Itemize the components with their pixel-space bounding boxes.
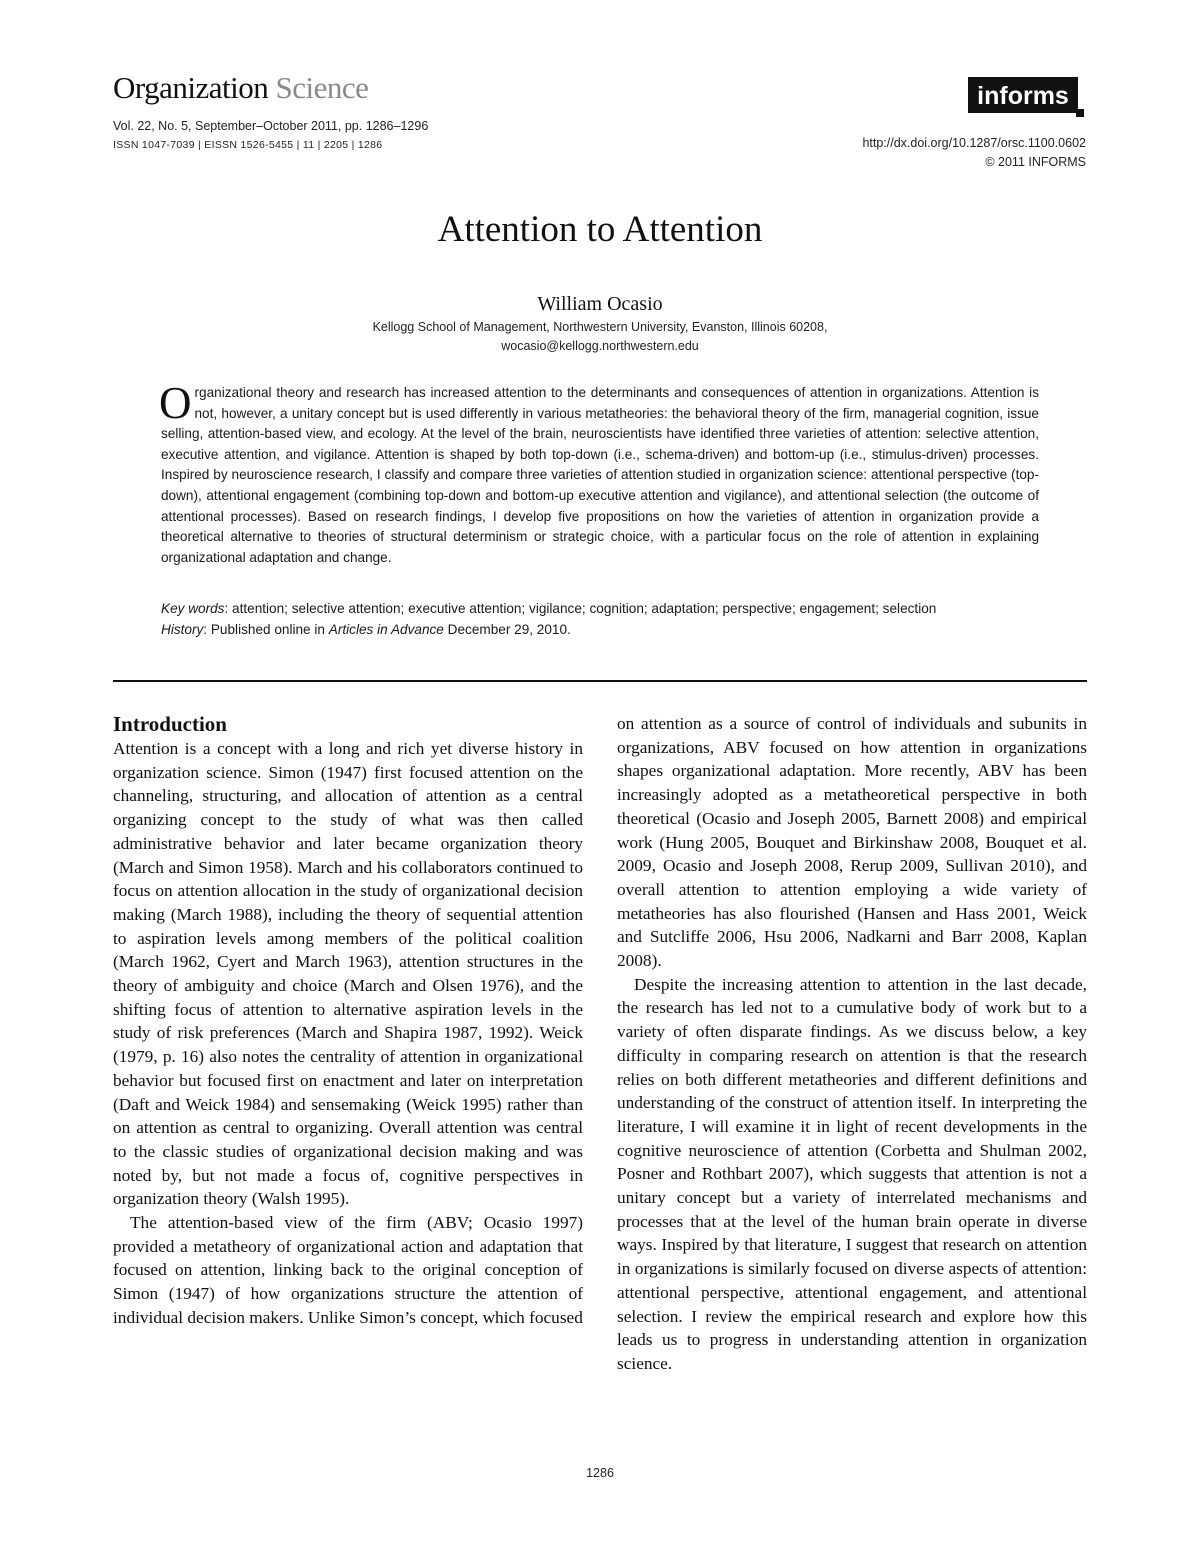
- doi-info: [862, 134, 1086, 172]
- abstract-dropcap: O: [159, 378, 192, 428]
- body-paragraph: Attention is a concept with a long and rich yet diverse history in organization science. Simon (1947) first focused attention on the channeling, structuring, and allocation of attention as a central organizing concept to the study of what was then called administrative behavior and later became organization theory (March and Simon 1958). March and his collaborators continued to focus on attention allocation in the study of organizational decision making (March 1988), including the theory of sequential attention to aspiration levels among members of the political coalition (March 1962, Cyert and March 1963), attention structures in the theory of ambiguity and choice (March and Olsen 1976), and the shifting focus of attention to alternative aspiration levels in the study of risk preferences (March and Shapira 1987, 1992). Weick (1979, p. 16) also notes the centrality of attention in organizational behavior but focused first on enactment and later on interpretation (Daft and Weick 1984) and sensemaking (Weick 1995) rather than on attention as central to organizing. Overall attention was central to the classic studies of organizational decision making and was noted by, but not made a focus of, cognitive perspectives in organization theory (Walsh 1995).: [113, 739, 583, 1209]
- abstract-text: rganizational theory and research has increased attention to the determinants and consequences of attention in organizations. Attention is not, however, a unitary concept but is used differently in various metatheories: the behavioral theory of the firm, managerial cognition, issue selling, attention-based view, and ecology. At the level of the brain, neuroscientists have identified three varieties of attention: selective attention, executive attention, and vigilance. Attention is shaped by both top-down (i.e., schema-driven) and bottom-up (i.e., stimulus-driven) processes. Inspired by neuroscience research, I classify and compare three varieties of attention studied in organization science: attentional perspective (top-down), attentional engagement (combining top-down and bottom-up executive attention and vigilance), and attentional selection (the outcome of attentional processes). Based on research findings, I develop five propositions on how the varieties of attention in organization provide a theoretical alternative to theories of structural determinism or strategic choice, with a particular focus on the role of attention in explaining organizational adaptation and change.: [161, 385, 1039, 565]
- history-line: History: Published online in Articles in Advance December 29, 2010.: [161, 621, 571, 637]
- body-paragraph: on attention as a source of control of individuals and subunits in organizations, ABV focused on how attention in organizations shapes organizational adaptation. More recently, ABV has been increasingly adopted as a metatheoretical perspective in both theoretical (Ocasio and Joseph 2005, Barnett 2008) and empirical work (Hung 2005, Bouquet and Birkinshaw 2008, Bouquet et al. 2009, Ocasio and Joseph 2008, Rerup 2009, Sullivan 2010), and overall attention to attention employing a wide variety of metatheories has also flourished (Hansen and Hass 2001, Weick and Sutcliffe 2006, Hsu 2006, Nadkarni and Barr 2008, Kaplan 2008).: [617, 714, 1087, 971]
- keywords-history: [161, 599, 1039, 640]
- history-date: December 29, 2010.: [447, 621, 571, 637]
- issue-info: [113, 117, 428, 155]
- history-prefix: Published online in: [210, 621, 325, 637]
- doi-link[interactable]: http://dx.doi.org/10.1287/orsc.1100.0602: [862, 136, 1086, 150]
- section-divider: [113, 680, 1087, 682]
- author-email[interactable]: wocasio@kellogg.northwestern.edu: [501, 339, 699, 353]
- keywords-line: Key words: attention; selective attention; executive attention; vigilance; cognition; adaptation; perspective; engagement; selection: [161, 601, 937, 616]
- journal-name-part1: Organization: [113, 70, 269, 105]
- informs-logo: [968, 77, 1084, 117]
- body-column-left: [113, 712, 583, 1330]
- abstract: [159, 378, 1039, 568]
- volume-line: Vol. 22, No. 5, September–October 2011, pp. 1286–1296: [113, 119, 429, 133]
- informs-logo-mark: [968, 77, 1084, 117]
- journal-name-part2: Science: [275, 70, 369, 105]
- informs-logo-text: informs: [977, 82, 1069, 110]
- keywords-label: Key words: [161, 601, 225, 616]
- keywords-list: attention; selective attention; executive attention; vigilance; cognition; adaptation; perspective; engagement; selection: [232, 601, 937, 616]
- author-name: William Ocasio: [537, 293, 663, 315]
- body-paragraph: The attention-based view of the firm (ABV; Ocasio 1997) provided a metatheory of organizational action and adaptation that focused on attention, linking back to the original conception of Simon (1947) of how organizations structure the attention of individual decision makers. Unlike Simon’s concept, which focused: [113, 1213, 583, 1327]
- history-venue: Articles in Advance: [328, 621, 444, 637]
- author-affiliation: [0, 318, 1200, 356]
- section-heading: Introduction: [113, 712, 227, 736]
- page-number: 1286: [586, 1466, 614, 1480]
- article-title: Attention to Attention: [437, 209, 763, 250]
- affiliation-line: Kellogg School of Management, Northwestern University, Evanston, Illinois 60208,: [372, 320, 828, 334]
- history-label: History: [161, 621, 204, 637]
- issn-line: ISSN 1047-7039 | EISSN 1526-5455 | 11 | 2205 | 1286: [113, 139, 383, 151]
- body-column-right: [617, 712, 1087, 1376]
- body-paragraph: Despite the increasing attention to attention in the last decade, the research has led not to a cumulative body of work but to a variety of often disparate findings. As we discuss below, a key difficulty in comparing research on attention is that the research relies on both different metatheories and different definitions and understanding of the construct of attention itself. In interpreting the literature, I will examine it in light of recent developments in the cognitive neuroscience of attention (Corbetta and Shulman 2002, Posner and Rothbart 2007), which suggests that attention is not a unitary concept but a variety of interrelated mechanisms and processes that at the level of the human brain operate in diverse ways. Inspired by that literature, I suggest that research on attention in organizations is similarly focused on diverse aspects of attention: attentional perspective, attentional engagement, and attentional selection. I review the empirical research and explore how this leads us to progress in understanding attention in organization science.: [617, 974, 1087, 1373]
- journal-name: [113, 72, 368, 103]
- copyright: © 2011 INFORMS: [985, 155, 1086, 169]
